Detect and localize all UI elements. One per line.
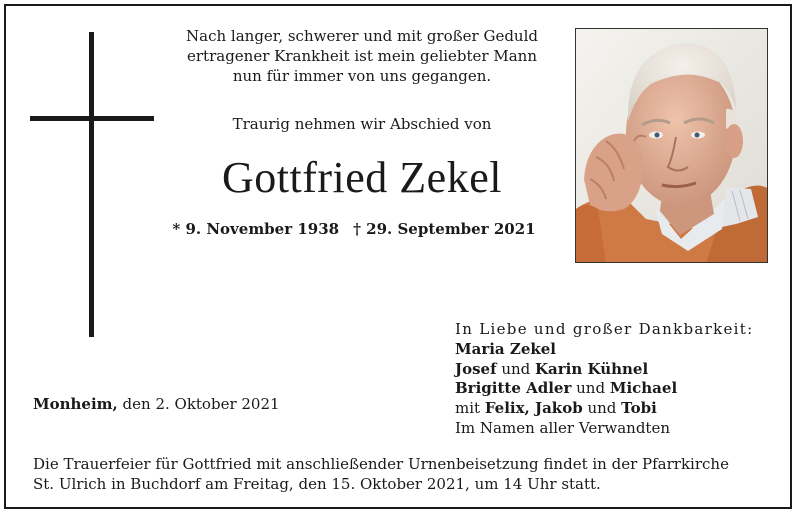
mourner-line: [455, 360, 785, 380]
birth-date: * 9. November 1938: [172, 220, 340, 238]
portrait-photo: [575, 28, 768, 263]
mourner-name: Josef: [455, 359, 497, 378]
farewell-line: Traurig nehmen wir Abschied von: [232, 115, 492, 133]
deceased-name: Gottfried Zekel: [222, 153, 502, 202]
place-town: Monheim,: [33, 395, 118, 413]
thanks-heading: In Liebe und großer Dankbarkeit:: [455, 320, 754, 338]
cross-vertical-bar: [89, 32, 94, 337]
mourner-line: [455, 379, 785, 399]
mourner-line: [455, 340, 785, 360]
cross-horizontal-bar: [30, 116, 154, 121]
intro-text: [168, 26, 556, 86]
connector-text: und: [496, 359, 536, 378]
death-date: † 29. September 2021: [353, 220, 536, 238]
ceremony-line: St. Ulrich in Buchdorf am Freitag, den 15. Oktober 2021, um 14 Uhr statt.: [33, 475, 601, 493]
ceremony-info: [33, 454, 773, 494]
mourner-line: [455, 399, 785, 419]
life-dates: [168, 219, 540, 239]
notice-date: den 2. Oktober 2021: [117, 395, 280, 413]
intro-line: Nach langer, schwerer und mit großer Geduld: [186, 27, 538, 45]
mourner-name: Brigitte Adler: [455, 379, 572, 398]
mourner-name: Michael: [609, 379, 678, 398]
portrait-image: [576, 29, 768, 263]
connector-text: und: [582, 399, 622, 418]
connector-text: mit: [455, 399, 485, 418]
relatives-line: Im Namen aller Verwandten: [455, 418, 670, 437]
thanks-block: [455, 320, 785, 439]
mourner-name: Maria Zekel: [455, 339, 556, 358]
place-date: [33, 394, 333, 414]
mourner-name: Tobi: [621, 399, 657, 418]
mourner-name: Karin Kühnel: [535, 359, 649, 378]
mourner-name: Felix, Jakob: [484, 399, 583, 418]
intro-line: ertragener Krankheit ist mein geliebter Mann: [187, 47, 537, 65]
intro-line: nun für immer von uns gegangen.: [232, 67, 492, 85]
connector-text: und: [571, 379, 610, 398]
ceremony-line: Die Trauerfeier für Gottfried mit anschließender Urnenbeisetzung findet in der Pfarrkirche: [33, 455, 729, 473]
